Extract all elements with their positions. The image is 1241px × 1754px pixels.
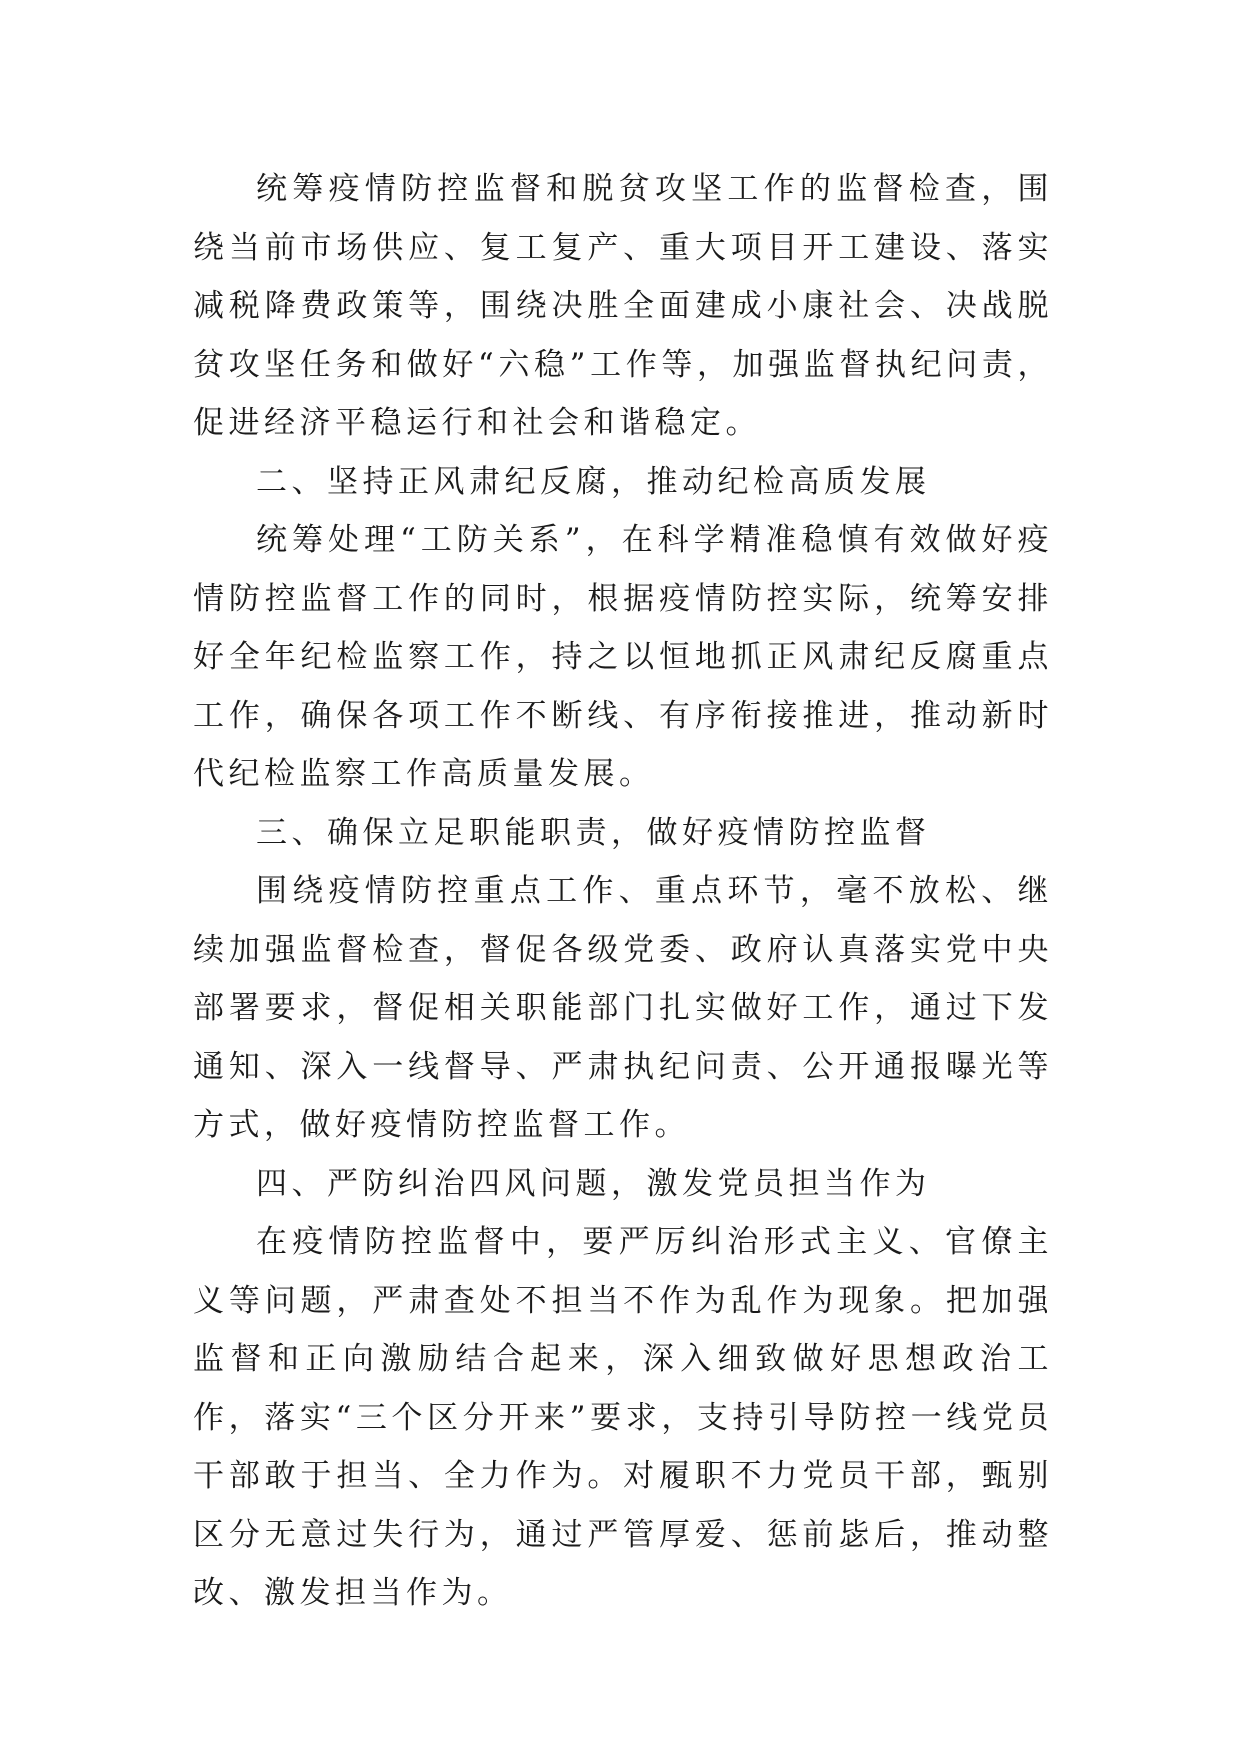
section-heading-4: 四、严防纠治四风问题，激发党员担当作为 <box>256 1165 931 1202</box>
section-heading-2: 二、坚持正风肃纪反腐，推动纪检高质发展 <box>256 463 931 500</box>
document-body <box>193 160 1053 1623</box>
section-heading-3: 三、确保立足职能职责，做好疫情防控监督 <box>256 814 931 851</box>
paragraph-four-winds: 在疫情防控监督中，要严厉纠治形式主义、官僚主义等问题，严肃查处不担当不作为乱作为现象。把加强监督和正向激励结合起来，深入细致做好思想政治工作，落实“三个区分开来”要求，支持引导防控一线党员干部敢于担当、全力作为。对履职不力党员干部，甄别区分无意过失行为，通过严管厚爱、惩前毖后，推动整改、激发担当作为。 <box>193 1224 1053 1611</box>
paragraph-economy-supervision: 统筹疫情防控监督和脱贫攻坚工作的监督检查，围绕当前市场供应、复工复产、重大项目开工建设、落实减税降费政策等，围绕决胜全面建成小康社会、决战脱贫攻坚任务和做好“六稳”工作等，加强监督执纪问责，促进经济平稳运行和社会和谐稳定。 <box>193 171 1053 441</box>
paragraph-work-prevention: 统筹处理“工防关系”，在科学精准稳慎有效做好疫情防控监督工作的同时，根据疫情防控实际，统筹安排好全年纪检监察工作，持之以恒地抓正风肃纪反腐重点工作，确保各项工作不断线、有序衔接推进，推动新时代纪检监察工作高质量发展。 <box>193 522 1053 792</box>
paragraph-epidemic-supervision: 围绕疫情防控重点工作、重点环节，毫不放松、继续加强监督检查，督促各级党委、政府认真落实党中央部署要求，督促相关职能部门扎实做好工作，通过下发通知、深入一线督导、严肃执纪问责、公开通报曝光等方式，做好疫情防控监督工作。 <box>193 873 1053 1143</box>
